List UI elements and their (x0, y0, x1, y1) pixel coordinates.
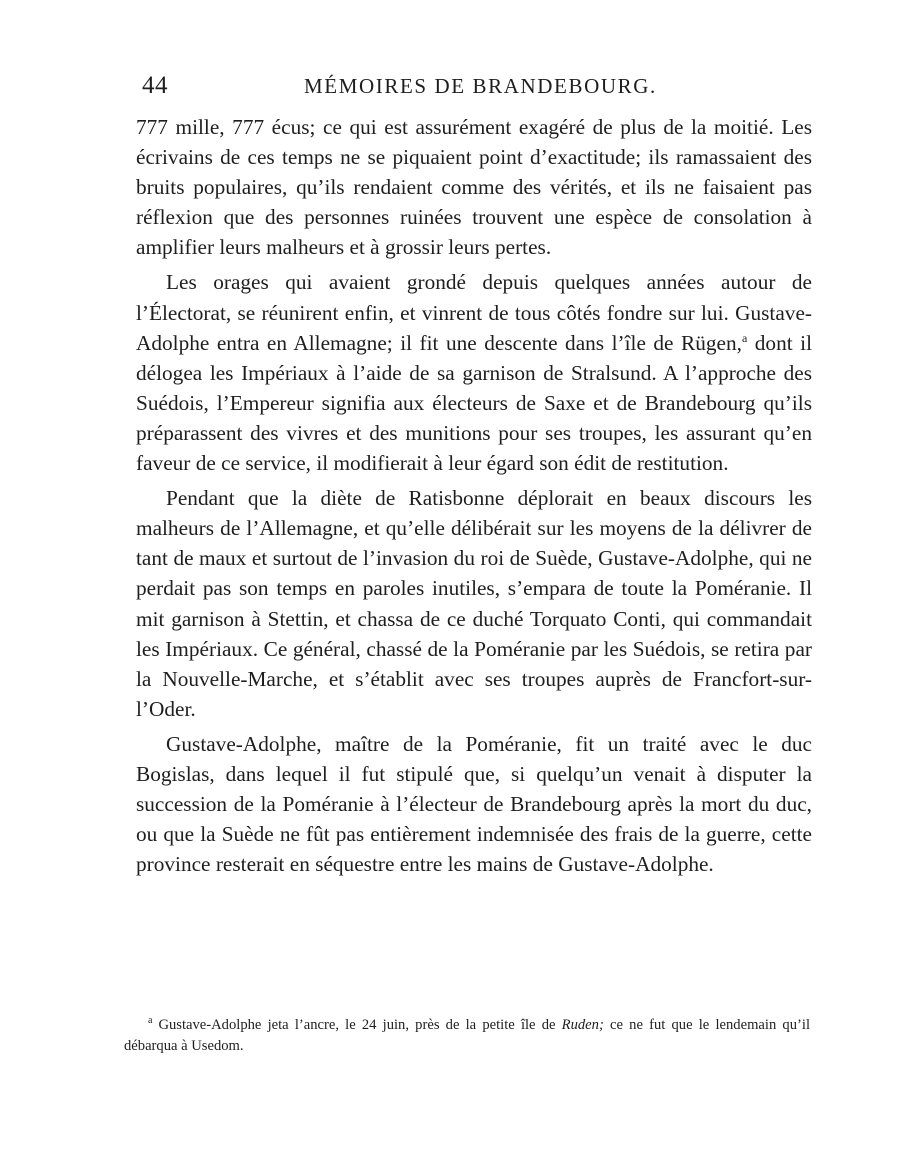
paragraph-ratisbonne: Pendant que la diète de Ratisbonne déplorait en beaux discours les malheurs de l’Allemagne, et qu’elle délibérait sur les moyens de la délivrer de tant de maux et surtout de l’invasion du roi de Suède, Gustave-Adolphe, qui ne perdait pas son temps en paroles inutiles, s’empara de toute la Poméranie. Il mit garnison à Stettin, et chassa de ce duché Torquato Conti, qui commandait les Impériaux. Ce général, chassé de la Poméranie par les Suédois, se retira par la Nouvelle-Marche, et s’établit avec ses troupes auprès de Francfort-sur-l’Oder. (136, 486, 812, 721)
running-title: MÉMOIRES DE BRANDEBOURG. (304, 74, 657, 98)
footnote (124, 1015, 810, 1057)
footnote-text: Gustave-Adolphe jeta l’ancre, le 24 juin, près de la petite île de (158, 1017, 562, 1033)
footnote-mark: a (148, 1015, 153, 1027)
paragraph-continuation: 777 mille, 777 écus; ce qui est assurément exagéré de plus de la moitié. Les écrivains de ces temps ne se piquaient point d’exactitude; ils ramassaient des bruits populaires, qu’ils rendaient comme des vérités, et ils ne faisaient pas réflexion que des personnes ruinées trouvent une espèce de consolation à amplifier leurs malheurs et à grossir leurs pertes. (136, 115, 812, 260)
body-text (136, 112, 812, 879)
paragraph-gustave-landing (136, 267, 812, 478)
footnote-text: ce ne fut que le lendemain qu’il débarqua à Usedom. (124, 1017, 810, 1054)
paragraph-text: Les orages qui avaient grondé depuis quelques années autour de l’Électorat, se réunirent enfin, et vinrent de tous côtés fondre sur lui. Gustave-Adolphe entra en Allemagne; il fit une descente dans l’île de Rügen, (136, 270, 812, 355)
page-number: 44 (142, 72, 168, 99)
paragraph-text: dont il délogea les Impériaux à l’aide de sa garnison de Stralsund. A l’approche des Suédois, l’Empereur signifia aux électeurs de Saxe et de Brandebourg qu’ils préparassent des vivres et des munitions pour ses troupes, les assurant qu’en faveur de ce service, il modifierait à leur égard son édit de restitution. (136, 330, 812, 476)
footnote-italic-place: Ruden; (561, 1017, 604, 1033)
running-head (140, 72, 790, 106)
paragraph-treaty: Gustave-Adolphe, maître de la Poméranie, fit un traité avec le duc Bogislas, dans lequel il fut stipulé que, si quelqu’un venait à disputer la succession de la Poméranie à l’électeur de Brandebourg après la mort du duc, ou que la Suède ne fût pas entièrement indemnisée des frais de la guerre, cette province resterait en séquestre entre les mains de Gustave-Adolphe. (136, 731, 812, 877)
footnote-reference: a (741, 330, 748, 345)
